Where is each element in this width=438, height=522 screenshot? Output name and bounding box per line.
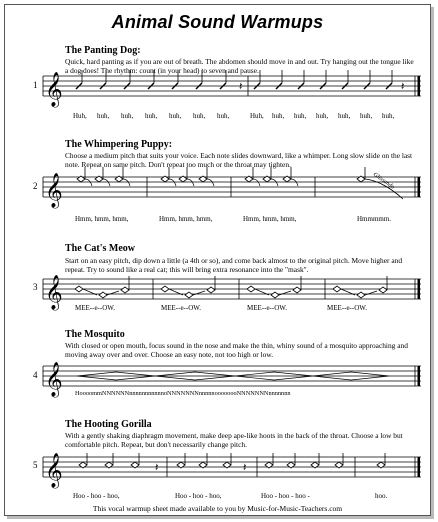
staff-number-1: 1	[33, 80, 38, 90]
staff-hooting-gorilla	[43, 449, 421, 488]
diamond-note	[185, 292, 193, 298]
final-barline-thick	[418, 366, 421, 386]
section-title-cats-meow: The Cat's Meow	[65, 243, 135, 254]
slide-line	[123, 179, 130, 186]
worksheet	[4, 4, 431, 516]
diamond-note	[99, 292, 107, 298]
section-description-cats-meow: Start on an easy pitch, dip down a little (a 4th or so), and come back almost to the original pitch. Move higher and repeat. Try to sound like a real cat; this will bring extra resonance into the "mask".	[65, 256, 403, 275]
section-description-mosquito: With closed or open mouth, focus sound in the nose and make the thin, whiny sound of a mosquito approaching and moving away over and over. Choose an easy note, not too high or low.	[65, 341, 408, 360]
section-title-mosquito: The Mosquito	[65, 329, 125, 340]
lyric: MEE--e--OW.	[161, 304, 201, 312]
diamond-note	[161, 286, 169, 292]
slide-line	[169, 179, 176, 186]
lyric: huh,	[193, 112, 206, 120]
section-description-hooting-gorilla: With a gently shaking diaphragm movement, make deep ape-like hoots in the back of the throat. Choose a low but comfortable pitch. Repeat, but don't necessarily change pitch.	[65, 431, 403, 450]
final-barline-thick	[418, 177, 421, 197]
staff-panting-dog	[43, 68, 421, 107]
lyric: huh,	[360, 112, 373, 120]
lyric: Huh,	[250, 112, 264, 120]
staff-number-5: 5	[33, 460, 38, 470]
quarter-rest-icon: 𝄽	[239, 80, 243, 93]
section-description-whimpering-puppy: Choose a medium pitch that suits your voice. Each note slides downward, like a whimper. Long slow slide on the last note. Repeat on same pitch. Don't repeat too much or the throat may tighten.	[65, 151, 413, 170]
lyric: huh,	[217, 112, 230, 120]
lyric: MEE--e--OW.	[327, 304, 367, 312]
lyric: hoo.	[375, 492, 388, 500]
lyric: huh,	[97, 112, 110, 120]
treble-clef-icon: 𝄞	[45, 173, 63, 208]
section-title-whimpering-puppy: The Whimpering Puppy:	[65, 139, 173, 150]
staff-number-3: 3	[33, 282, 38, 292]
slide-line	[291, 179, 298, 186]
diamond-note	[379, 287, 387, 293]
lyric: Hmm, hmm, hmm,	[159, 215, 213, 223]
slide-line	[187, 179, 194, 186]
section-description-panting-dog: Quick, hard panting as if you are out of breath. The abdomen should move in and out. Try hanging out the tongue like a dog does! The rhythm: count (in your head) to seven and pause.	[65, 57, 414, 76]
treble-clef-icon: 𝄞	[45, 362, 63, 397]
quarter-rest-icon: 𝄽	[401, 80, 405, 93]
diamond-note	[357, 292, 365, 298]
lyric: huh,	[121, 112, 134, 120]
final-barline-thick	[418, 457, 421, 477]
quarter-rest-icon: 𝄽	[243, 461, 247, 474]
lyric: HoooommNNNNNNnnnnnnnnnnnoNNNNNNNnnnnnoooooooNNNNNNNnnnnnnn	[75, 390, 291, 397]
lyric: Huh,	[73, 112, 87, 120]
lyric: huh,	[316, 112, 329, 120]
treble-clef-icon: 𝄞	[45, 72, 63, 107]
final-barline-thick	[418, 76, 421, 96]
quarter-rest-icon: 𝄽	[155, 461, 159, 474]
lyric: Hoo - hoo - hoo,	[73, 492, 120, 500]
page-title: Animal Sound Warmups	[111, 12, 324, 32]
lyric: huh,	[338, 112, 351, 120]
treble-clef-icon: 𝄞	[45, 453, 63, 488]
staff-number-2: 2	[33, 181, 38, 191]
slide-line	[271, 179, 278, 186]
lyric: huh,	[145, 112, 158, 120]
diamond-note	[75, 286, 83, 292]
lyric: MEE--e--OW.	[247, 304, 287, 312]
diamond-note	[247, 286, 255, 292]
lyric: Hmm, hmm, hmm,	[75, 215, 129, 223]
diamond-note	[293, 287, 301, 293]
footer-credit: This vocal warmup sheet made available to you by Music-for-Music-Teachers.com	[92, 504, 343, 513]
slide-line	[103, 179, 110, 186]
lyric: Hoo - hoo - hoo,	[175, 492, 222, 500]
lyric: MEE--e--OW.	[75, 304, 115, 312]
staff-mosquito	[43, 358, 421, 397]
glissando-label: Glissando	[371, 171, 396, 191]
slide-line	[85, 179, 92, 186]
diamond-note	[333, 286, 341, 292]
slide-line	[207, 179, 214, 186]
slide-line	[253, 179, 260, 186]
lyric: Hmmmmm.	[357, 215, 392, 223]
section-title-hooting-gorilla: The Hooting Gorilla	[65, 419, 152, 430]
diamond-note	[271, 292, 279, 298]
diamond-note	[121, 287, 129, 293]
section-title-panting-dog: The Panting Dog:	[65, 45, 141, 56]
lyric: Hoo - hoo - hoo -	[261, 492, 310, 500]
lyric: huh,	[169, 112, 182, 120]
lyric: Hmm, hmm, hmm,	[243, 215, 297, 223]
lyric: huh,	[272, 112, 285, 120]
staff-whimpering-puppy	[43, 169, 421, 208]
lyric: huh,	[294, 112, 307, 120]
lyric: huh,	[382, 112, 395, 120]
final-barline-thick	[418, 279, 421, 299]
treble-clef-icon: 𝄞	[45, 275, 63, 310]
staff-number-4: 4	[33, 370, 38, 380]
diamond-note	[207, 287, 215, 293]
